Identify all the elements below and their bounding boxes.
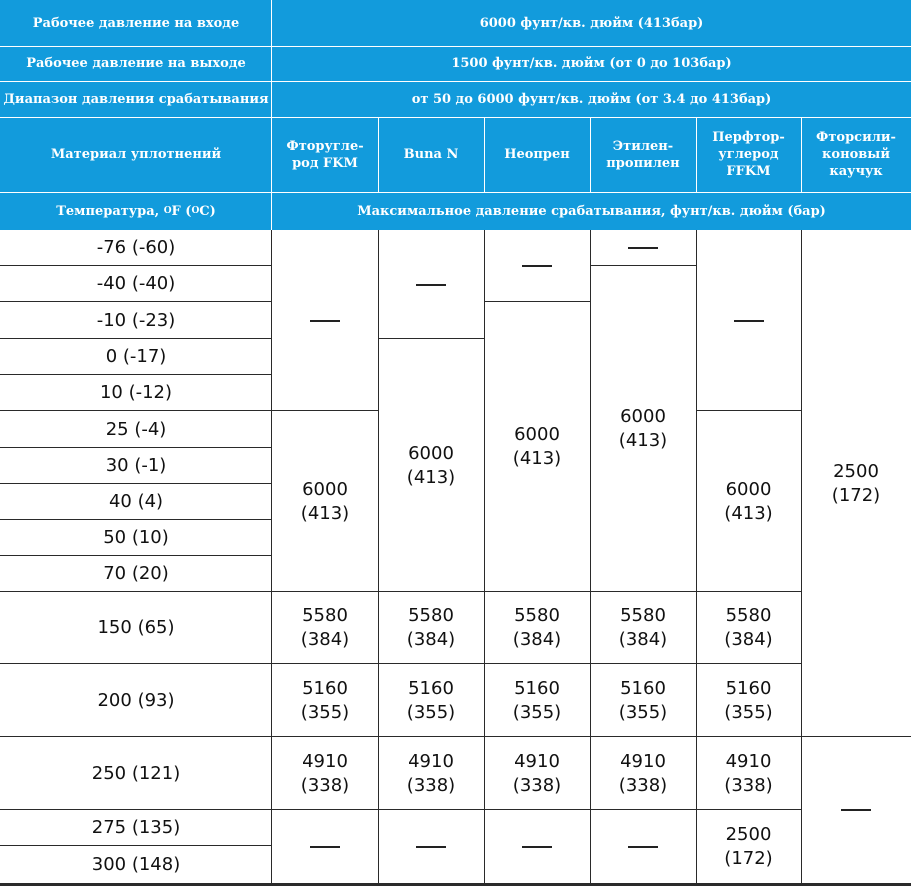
buna-not-rated [378,230,484,339]
dash-icon [416,284,446,286]
neoprene-6000: 6000 (413) [512,424,562,469]
dash-icon [628,247,658,249]
epdm-not-rated [590,230,696,266]
material-fkm: Фторугле- род FKM [272,117,378,192]
temperature-header: Температура, O F ( O C) [0,192,272,230]
temperature-header-prefix: Температура, [56,203,164,219]
dash-icon [628,846,658,848]
epdm-5160: 5160 (355) [618,677,668,723]
temp-row-150: 150 (65) [97,617,175,638]
fkm-not-rated [272,230,378,411]
neoprene-4910: 4910 (338) [512,750,562,796]
epdm-4910: 4910 (338) [618,750,668,796]
ffkm-not-rated [696,230,801,411]
buna-5580: 5580 (384) [406,605,456,650]
neoprene-not-rated [484,230,590,302]
spec-label-outlet: Рабочее давление на выходе [0,46,272,81]
temp-row-250: 250 (121) [91,762,181,784]
material-ethylene-propylene: Этилен- пропилен [590,117,696,192]
spec-value-outlet: 1500 фунт/кв. дюйм (от 0 до 103бар) [272,46,911,81]
epdm-6000: 6000 (413) [618,406,668,451]
spec-label-inlet: Рабочее давление на входе [0,0,272,46]
temperature-header-suffix: C) [199,203,216,219]
ffkm-5160: 5160 (355) [724,677,773,723]
ffkm-2500: 2500 (172) [724,823,773,869]
ffkm-6000: 6000 (413) [724,478,773,524]
temp-row-40: 40 (4) [108,491,164,512]
max-pressure-header: Максимальное давление срабатывания, фунт/кв. дюйм (бар) [272,192,911,230]
temp-row-0: 0 (-17) [105,346,167,367]
temperature-header-mid: F ( [171,203,192,219]
seal-material-header: Материал уплотнений [0,117,272,192]
temp-row-10: 10 (-12) [99,382,173,403]
dash-icon [734,320,764,322]
temp-row-200: 200 (93) [97,689,175,711]
temp-row-70: 70 (20) [103,563,169,584]
spec-value-range: от 50 до 6000 фунт/кв. дюйм (от 3.4 до 413бар) [272,81,911,117]
material-buna-n: Buna N [378,117,484,192]
fkm-5580: 5580 (384) [300,605,350,650]
dash-icon [522,846,552,848]
temp-row-50: 50 (10) [103,527,169,548]
spec-value-inlet: 6000 фунт/кв. дюйм (413бар) [272,0,911,46]
fluorosilicone-high-not-rated [801,737,911,883]
dash-icon [310,846,340,848]
buna-high-not-rated [378,810,484,883]
neoprene-high-not-rated [484,810,590,883]
fkm-4910: 4910 (338) [300,750,350,796]
fkm-6000: 6000 (413) [300,478,350,524]
neoprene-5160: 5160 (355) [512,677,562,723]
material-fluorosilicone: Фторсили- коновый каучук [801,117,911,192]
temp-row-275: 275 (135) [91,817,181,838]
ffkm-4910: 4910 (338) [724,750,773,796]
buna-5160: 5160 (355) [406,677,456,723]
material-neoprene: Неопрен [484,117,590,192]
dash-icon [310,320,340,322]
spec-label-range: Диапазон давления срабатывания [0,81,272,117]
neoprene-5580: 5580 (384) [512,605,562,650]
temp-row-minus10: -10 (-23) [96,309,176,331]
epdm-high-not-rated [590,810,696,883]
material-ffkm: Перфтор- углерод FFKM [696,117,801,192]
temp-row-minus76: -76 (-60) [96,237,176,258]
temp-row-minus40: -40 (-40) [96,273,176,294]
temp-row-300: 300 (148) [91,853,181,875]
buna-6000: 6000 (413) [406,442,456,488]
dash-icon [416,846,446,848]
fkm-5160: 5160 (355) [300,677,350,723]
temp-row-25: 25 (-4) [105,418,167,440]
fluorosilicone-2500: 2500 (172) [831,460,881,506]
dash-icon [841,809,871,811]
fkm-high-not-rated [272,810,378,883]
epdm-5580: 5580 (384) [618,605,668,650]
temp-row-30: 30 (-1) [105,455,167,476]
dash-icon [522,265,552,267]
buna-4910: 4910 (338) [406,750,456,796]
ffkm-5580: 5580 (384) [724,605,773,650]
